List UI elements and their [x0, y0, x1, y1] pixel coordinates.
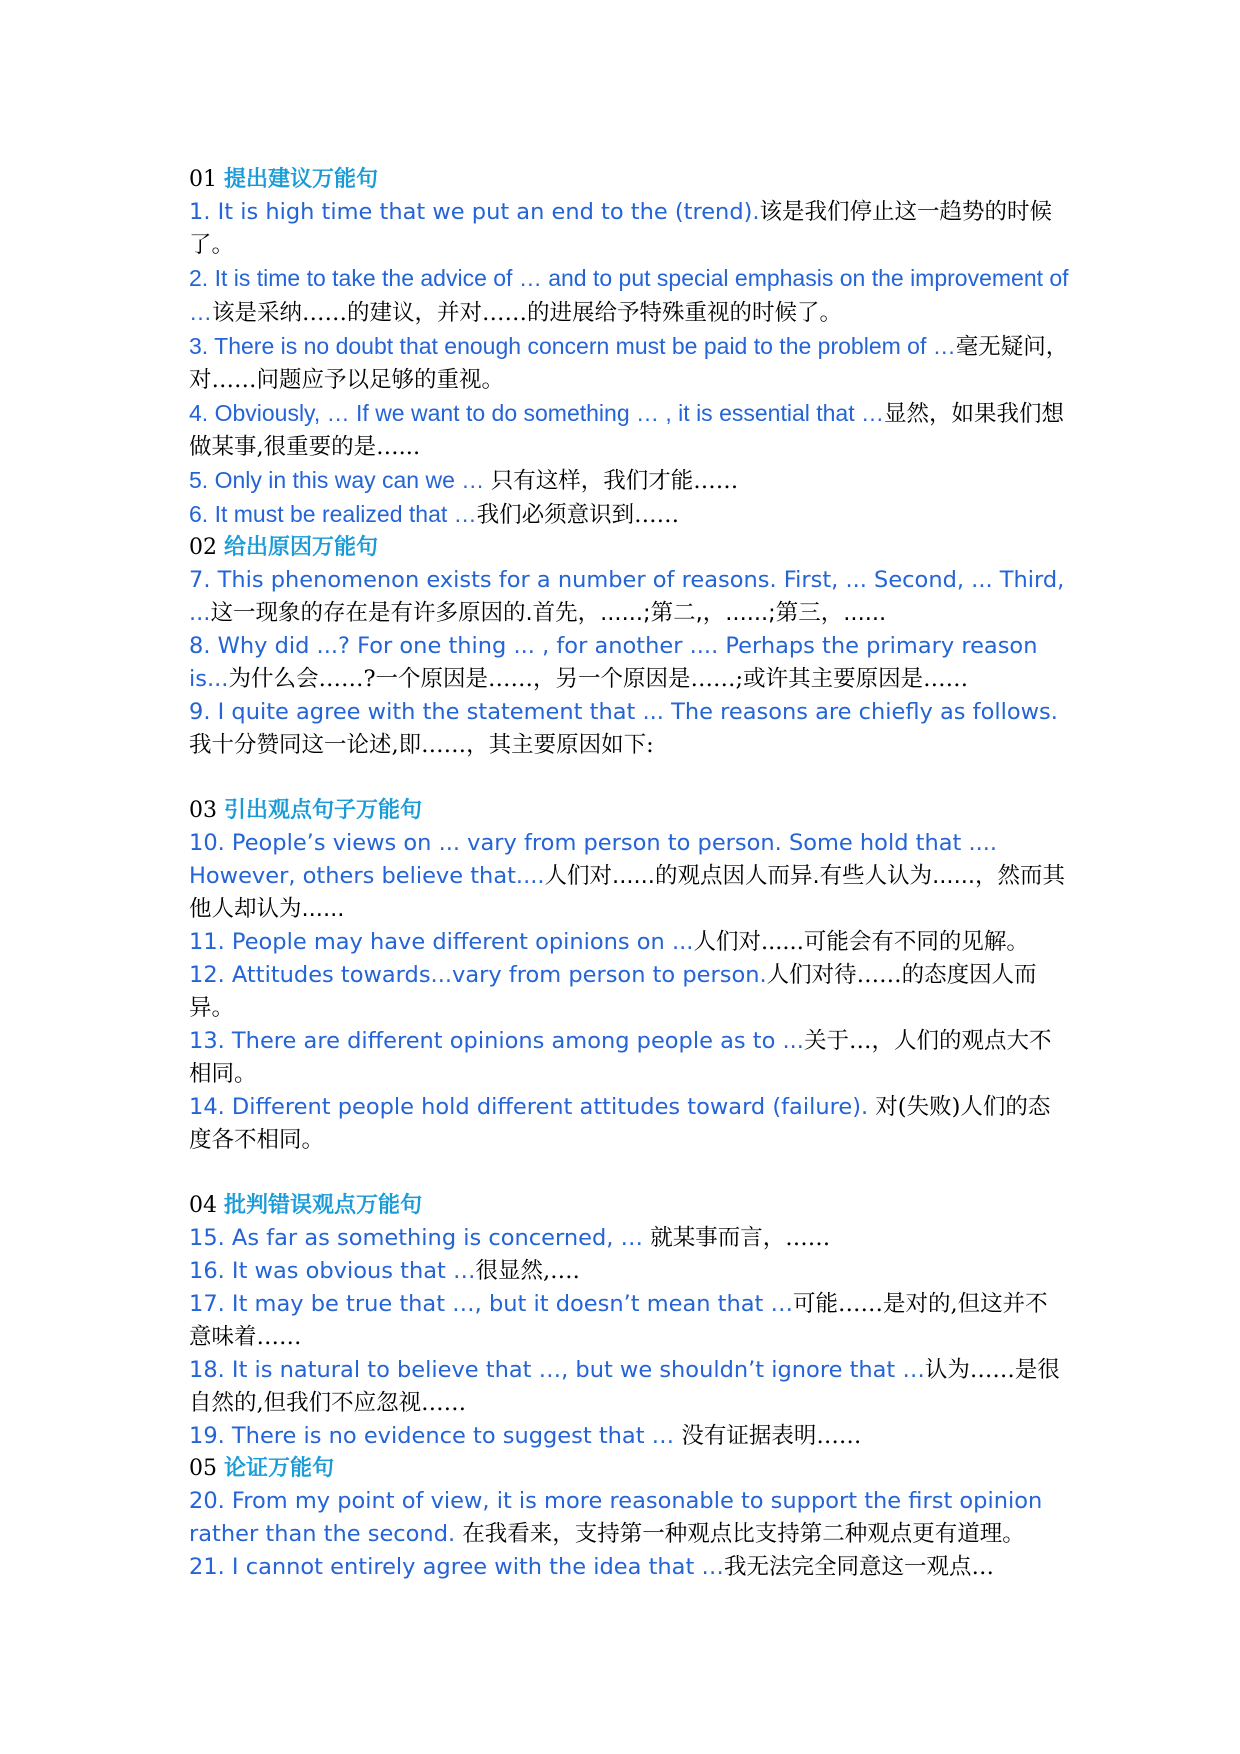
english-sentence: 16. It was obvious that …: [189, 1258, 476, 1284]
section-heading: [189, 1453, 1069, 1485]
english-sentence: 11. People may have different opinions on ...: [189, 929, 694, 955]
english-sentence: 18. It is natural to believe that …, but we shouldn’t ignore that …: [189, 1357, 925, 1383]
chinese-translation: 我无法完全同意这一观点…: [723, 1554, 994, 1580]
section-heading: [189, 532, 1069, 564]
chinese-translation: 人们对待……的态度因人而异。: [189, 962, 1037, 1021]
chinese-translation: 没有证据表明……: [681, 1423, 862, 1449]
section-heading: [189, 1190, 1069, 1222]
sentence-item: [189, 196, 1069, 262]
english-sentence: 6. It must be realized that …: [189, 501, 477, 527]
section-number: 03: [189, 798, 217, 823]
chinese-translation: 只有这样，我们才能……: [490, 468, 739, 494]
sentence-item: [189, 1025, 1069, 1091]
english-sentence: 21. I cannot entirely agree with the idea that …: [189, 1554, 724, 1580]
sentence-item: [189, 464, 1069, 498]
english-sentence: 3. There is no doubt that enough concern must be paid to the problem of …: [189, 333, 956, 359]
sentence-item: [189, 564, 1069, 630]
english-sentence: 2. It is time to take the advice of … and to put special emphasis on the improvement of …: [189, 265, 1069, 325]
sentence-item: [189, 1551, 1069, 1584]
english-sentence: 5. Only in this way can we …: [189, 467, 491, 493]
sentence-item: [189, 1354, 1069, 1420]
english-sentence: 19. There is no evidence to suggest that …: [189, 1423, 682, 1449]
english-sentence: 15. As far as something is concerned, …: [189, 1225, 651, 1251]
chinese-translation: 我们必须意识到……: [476, 502, 680, 528]
section-number: 01: [189, 167, 217, 192]
document-body: [189, 164, 1069, 1584]
chinese-translation: 为什么会……?一个原因是……，另一个原因是……;或许其主要原因是……: [228, 666, 969, 692]
sentence-item: [189, 1091, 1069, 1157]
sentence-item: [189, 330, 1069, 397]
sentence-item: [189, 827, 1069, 926]
chinese-translation: 对(失败)人们的态度各不相同。: [189, 1094, 1051, 1153]
sentence-item: [189, 630, 1069, 696]
english-sentence: 8. Why did ...? For one thing ... , for another .... Perhaps the primary reason is...: [189, 633, 1038, 692]
chinese-translation: 该是我们停止这一趋势的时候了。: [189, 199, 1053, 258]
english-sentence: 14. Different people hold different attitudes toward (failure).: [189, 1094, 876, 1120]
section-number: 02: [189, 535, 217, 560]
chinese-translation: 显然，如果我们想做某事,很重要的是…...: [189, 401, 1065, 460]
chinese-translation: 这一现象的存在是有许多原因的.首先，......;第二,，......;第三，......: [210, 600, 887, 626]
section-title: 引出观点句子万能句: [224, 798, 423, 823]
section-title: 论证万能句: [224, 1456, 335, 1481]
chinese-translation: 我十分赞同这一论述,即……，其主要原因如下:: [189, 732, 654, 758]
section-title: 给出原因万能句: [224, 535, 379, 560]
section-heading: [189, 164, 1069, 196]
chinese-translation: 毫无疑问，对……问题应予以足够的重视。: [189, 334, 1069, 393]
english-sentence: 4. Obviously, … If we want to do something … , it is essential that …: [189, 400, 884, 426]
section-title: 提出建议万能句: [224, 167, 379, 192]
spacer: [189, 762, 1069, 795]
chinese-translation: 可能……是对的,但这并不意味着……: [189, 1291, 1048, 1350]
chinese-translation: 关于…，人们的观点大不相同。: [189, 1028, 1052, 1087]
english-sentence: 10. People’s views on ... vary from person to person. Some hold that .... However, others believe that....: [189, 830, 998, 889]
english-sentence: 1. It is high time that we put an end to the (trend).: [189, 199, 760, 225]
chinese-translation: 人们对......可能会有不同的见解。: [693, 929, 1029, 955]
chinese-translation: 很显然,….: [475, 1258, 580, 1284]
section-number: 05: [189, 1456, 217, 1481]
sentence-item: [189, 959, 1069, 1025]
sentence-item: [189, 696, 1069, 762]
english-sentence: 9. I quite agree with the statement that ... The reasons are chiefly as follows.: [189, 699, 1058, 725]
sentence-item: [189, 1255, 1069, 1288]
sentence-item: [189, 926, 1069, 959]
section-number: 04: [189, 1193, 217, 1218]
sentence-item: [189, 1485, 1069, 1551]
english-sentence: 17. It may be true that …, but it doesn’t mean that …: [189, 1291, 794, 1317]
chinese-translation: 该是采纳……的建议，并对……的进展给予特殊重视的时候了。: [212, 300, 843, 326]
sentence-item: [189, 397, 1069, 464]
english-sentence: 7. This phenomenon exists for a number of reasons. First, ... Second, ... Third, ...: [189, 567, 1065, 626]
chinese-translation: 认为……是很自然的,但我们不应忽视……: [189, 1357, 1060, 1416]
chinese-translation: 人们对......的观点因人而异.有些人认为......，然而其他人却认为......: [189, 863, 1066, 922]
chinese-translation: 就某事而言，……: [650, 1225, 831, 1251]
english-sentence: 12. Attitudes towards...vary from person to person.: [189, 962, 767, 988]
sentence-item: [189, 1288, 1069, 1354]
sentence-item: [189, 498, 1069, 532]
sentence-item: [189, 1420, 1069, 1453]
english-sentence: 20. From my point of view, it is more reasonable to support the first opinion rather than the second.: [189, 1488, 1043, 1547]
sentence-item: [189, 1222, 1069, 1255]
chinese-translation: 在我看来，支持第一种观点比支持第二种观点更有道理。: [462, 1521, 1025, 1547]
section-heading: [189, 795, 1069, 827]
spacer: [189, 1157, 1069, 1190]
section-title: 批判错误观点万能句: [224, 1193, 423, 1218]
sentence-item: [189, 262, 1069, 330]
english-sentence: 13. There are different opinions among people as to ...: [189, 1028, 804, 1054]
